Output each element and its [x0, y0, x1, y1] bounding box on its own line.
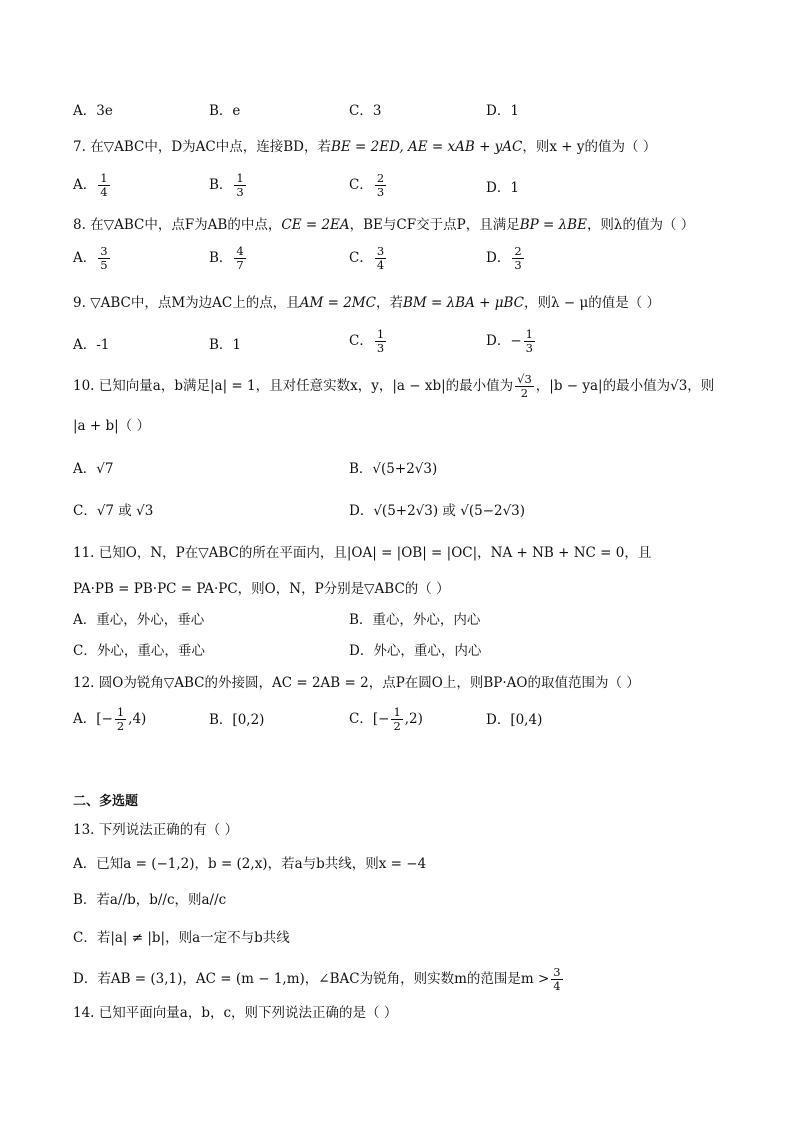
- q12-option-c[interactable]: [349, 706, 423, 733]
- q12-number: 12.: [73, 675, 95, 691]
- q8-option-b-fraction: [234, 245, 245, 272]
- q8-stem: [73, 215, 694, 235]
- q8-number: 8.: [73, 217, 86, 233]
- q11-stem-line2: PA·PB = PB·PC = PA·PC，则O，N，P分别是▽ABC的（ ）: [73, 581, 450, 597]
- q7-option-a-fraction: [98, 172, 109, 199]
- q12-option-c-left: [−: [372, 711, 390, 727]
- q9-stem: [73, 293, 660, 313]
- q11-option-d[interactable]: D．外心，重心，内心: [349, 643, 482, 659]
- q7-option-c-fraction: [375, 172, 386, 199]
- q8-condition2: BP = λBE: [519, 217, 587, 233]
- q7-option-c-label: C．: [349, 177, 373, 193]
- q8-option-a[interactable]: [73, 245, 112, 272]
- q14-stem-text: 已知平面向量a，b，c，则下列说法正确的是（ ）: [98, 1005, 398, 1021]
- numerator: 3: [553, 965, 561, 979]
- numerator: 1: [525, 327, 533, 341]
- q8-option-b[interactable]: [209, 245, 248, 272]
- q7-stem-pre: 在▽ABC中，D为AC中点，连接BD，若: [90, 139, 331, 155]
- q10-stem-line1: [73, 373, 714, 400]
- q13-stem: [73, 820, 238, 840]
- q9-option-c-label: C．: [349, 333, 373, 349]
- numerator: 1: [376, 327, 385, 341]
- q10-option-a[interactable]: A．√7: [73, 461, 114, 477]
- q12-stem-text: 圆O为锐角▽ABC的外接圆，AC = 2AB = 2，点P在圆O上，则BP·AO的取值范围为（ ）: [98, 675, 640, 691]
- denominator: 3: [236, 185, 244, 199]
- section-heading-multiple-choice: 二、多选题: [73, 794, 139, 809]
- q11-number: 11.: [73, 545, 95, 561]
- q11-stem-1: 已知O，N，P在▽ABC的所在平面内，且|OA| = |OB| = |OC|，NA + NB + NC = 0，且: [98, 545, 652, 561]
- q9-option-d-fraction: [524, 328, 535, 355]
- numerator: 3: [376, 244, 385, 258]
- q12-option-a[interactable]: [73, 706, 146, 733]
- numerator: 3: [100, 244, 108, 258]
- denominator: 3: [376, 341, 385, 355]
- q12-option-b-value: [0,2): [232, 712, 265, 728]
- numerator: 2: [514, 244, 522, 258]
- numerator: 4: [236, 244, 244, 258]
- q13-option-d-text: D．若AB = (3,1)，AC = (m − 1,m)，∠BAC为锐角，则实数m的范围是m >: [73, 971, 550, 987]
- q7-option-b-label: B．: [209, 177, 233, 193]
- denominator: 7: [236, 258, 244, 272]
- numerator: 1: [393, 705, 401, 719]
- q8-option-c-label: C．: [349, 250, 373, 266]
- q12-option-d-label: D．: [486, 712, 511, 728]
- q10-stem-line2: |a + b|（ ）: [73, 418, 150, 434]
- q13-stem-text: 下列说法正确的有（ ）: [98, 822, 239, 838]
- q6-option-c[interactable]: C．3: [349, 103, 382, 119]
- denominator: 2: [116, 719, 125, 733]
- numerator: 1: [116, 705, 125, 719]
- q8-option-d-label: D．: [486, 250, 511, 266]
- q7-option-d-value: 1: [510, 180, 519, 196]
- q7-option-b[interactable]: [209, 172, 248, 199]
- q12-option-a-left: [−: [96, 711, 113, 727]
- q12-option-b[interactable]: [209, 710, 264, 730]
- q8-option-a-label: A．: [73, 250, 97, 266]
- q13-option-a[interactable]: A．已知a = (−1,2)，b = (2,x)，若a与b共线，则x = −4: [73, 856, 427, 872]
- denominator: 4: [376, 258, 385, 272]
- q7-option-b-fraction: [234, 172, 245, 199]
- denominator: 3: [525, 341, 533, 355]
- q9-stem-mid: ，若: [375, 295, 403, 311]
- q7-condition: BE = 2ED, AE = xAB + yAC: [330, 139, 523, 155]
- q12-option-d[interactable]: [486, 710, 542, 730]
- q10-option-b[interactable]: B．√(5+2√3): [349, 461, 438, 477]
- q13-number: 13.: [73, 822, 95, 838]
- q9-option-c[interactable]: [349, 328, 388, 355]
- q9-option-d-label: D．: [486, 333, 511, 349]
- q10-stem-1: 已知向量a，b满足|a| = 1，且对任意实数x，y，|a − xb|的最小值为: [98, 378, 514, 394]
- q12-option-c-fraction: [391, 706, 402, 733]
- q12-option-a-label: A．: [73, 711, 97, 727]
- q7-number: 7.: [73, 139, 86, 155]
- q9-number: 9.: [73, 295, 86, 311]
- q12-option-b-label: B．: [209, 712, 233, 728]
- q11-option-b[interactable]: B．重心，外心，内心: [349, 612, 481, 628]
- q6-option-a[interactable]: A．3e: [73, 103, 113, 119]
- q7-option-a[interactable]: [73, 172, 112, 199]
- q9-option-d-sign: −: [510, 333, 522, 349]
- q9-option-d[interactable]: [486, 328, 537, 355]
- q7-option-a-label: A．: [73, 177, 97, 193]
- q8-option-c[interactable]: [349, 245, 388, 272]
- denominator: 3: [514, 258, 522, 272]
- q13-option-b[interactable]: B．若a//b，b//c，则a//c: [73, 892, 227, 908]
- denominator: 4: [100, 185, 108, 199]
- denominator: 2: [393, 719, 401, 733]
- q6-option-d[interactable]: D．1: [486, 103, 519, 119]
- q8-stem-pre: 在▽ABC中，点F为AB的中点，: [90, 217, 282, 233]
- q14-stem: [73, 1003, 397, 1023]
- q13-option-d-fraction: [551, 966, 562, 993]
- q12-option-a-fraction: [115, 706, 126, 733]
- q8-option-c-fraction: [375, 245, 386, 272]
- q12-option-d-value: [0,4): [510, 712, 543, 728]
- q10-option-d[interactable]: D．√(5+2√3) 或 √(5−2√3): [349, 503, 526, 519]
- q9-option-a[interactable]: [73, 335, 109, 355]
- q9-option-b[interactable]: [209, 335, 241, 355]
- q10-number: 10.: [73, 378, 95, 394]
- q7-stem-post: ，则x + y的值为（ ）: [522, 139, 657, 155]
- q13-option-c[interactable]: C．若|a| ≠ |b|，则a一定不与b共线: [73, 930, 290, 946]
- q9-condition2: BM = λBA + μBC: [402, 295, 524, 311]
- denominator: 2: [520, 386, 529, 400]
- q12-option-c-label: C．: [349, 711, 373, 727]
- q9-option-c-fraction: [375, 328, 386, 355]
- q9-option-a-label: A．: [73, 337, 97, 353]
- q9-option-b-label: B．: [209, 337, 233, 353]
- q8-stem-mid: ，BE与CF交于点P，且满足: [349, 217, 520, 233]
- numerator: √3: [517, 372, 532, 386]
- q9-stem-pre: ▽ABC中，点M为边AC上的点，且: [90, 295, 300, 311]
- numerator: 1: [100, 171, 108, 185]
- q9-condition: AM = 2MC: [299, 295, 376, 311]
- q13-option-d[interactable]: [73, 966, 565, 993]
- q7-stem: [73, 137, 656, 157]
- denominator: 3: [376, 185, 385, 199]
- q7-option-d[interactable]: [486, 178, 519, 198]
- q14-number: 14.: [73, 1005, 95, 1021]
- q11-option-c[interactable]: C．外心，重心，垂心: [73, 643, 205, 659]
- q7-option-c[interactable]: [349, 172, 388, 199]
- denominator: 4: [553, 979, 561, 993]
- numerator: 2: [376, 171, 385, 185]
- q12-option-a-right: ,4): [128, 711, 147, 727]
- q9-stem-post: ，则λ − μ的值是（ ）: [524, 295, 661, 311]
- q11-stem-line1: [73, 543, 651, 563]
- q10-option-c[interactable]: C．√7 或 √3: [73, 503, 154, 519]
- q7-option-d-label: D．: [486, 180, 511, 196]
- q8-option-d[interactable]: [486, 245, 526, 272]
- denominator: 5: [100, 258, 108, 272]
- q9-option-b-value: 1: [232, 337, 242, 353]
- q8-condition: CE = 2EA: [281, 217, 350, 233]
- q8-stem-post: ，则λ的值为（ ）: [586, 217, 695, 233]
- q8-option-a-fraction: [98, 245, 109, 272]
- q12-option-c-right: ,2): [404, 711, 423, 727]
- q8-option-b-label: B．: [209, 250, 233, 266]
- q11-option-a[interactable]: A．重心，外心，垂心: [73, 612, 205, 628]
- q12-stem: [73, 673, 640, 693]
- q8-option-d-fraction: [512, 245, 523, 272]
- q10-stem-2: ，|b − ya|的最小值为√3，则: [535, 378, 715, 394]
- q9-option-a-value: -1: [96, 337, 110, 353]
- q10-fraction: [515, 373, 534, 400]
- numerator: 1: [236, 171, 244, 185]
- q6-option-b[interactable]: B．e: [209, 103, 241, 119]
